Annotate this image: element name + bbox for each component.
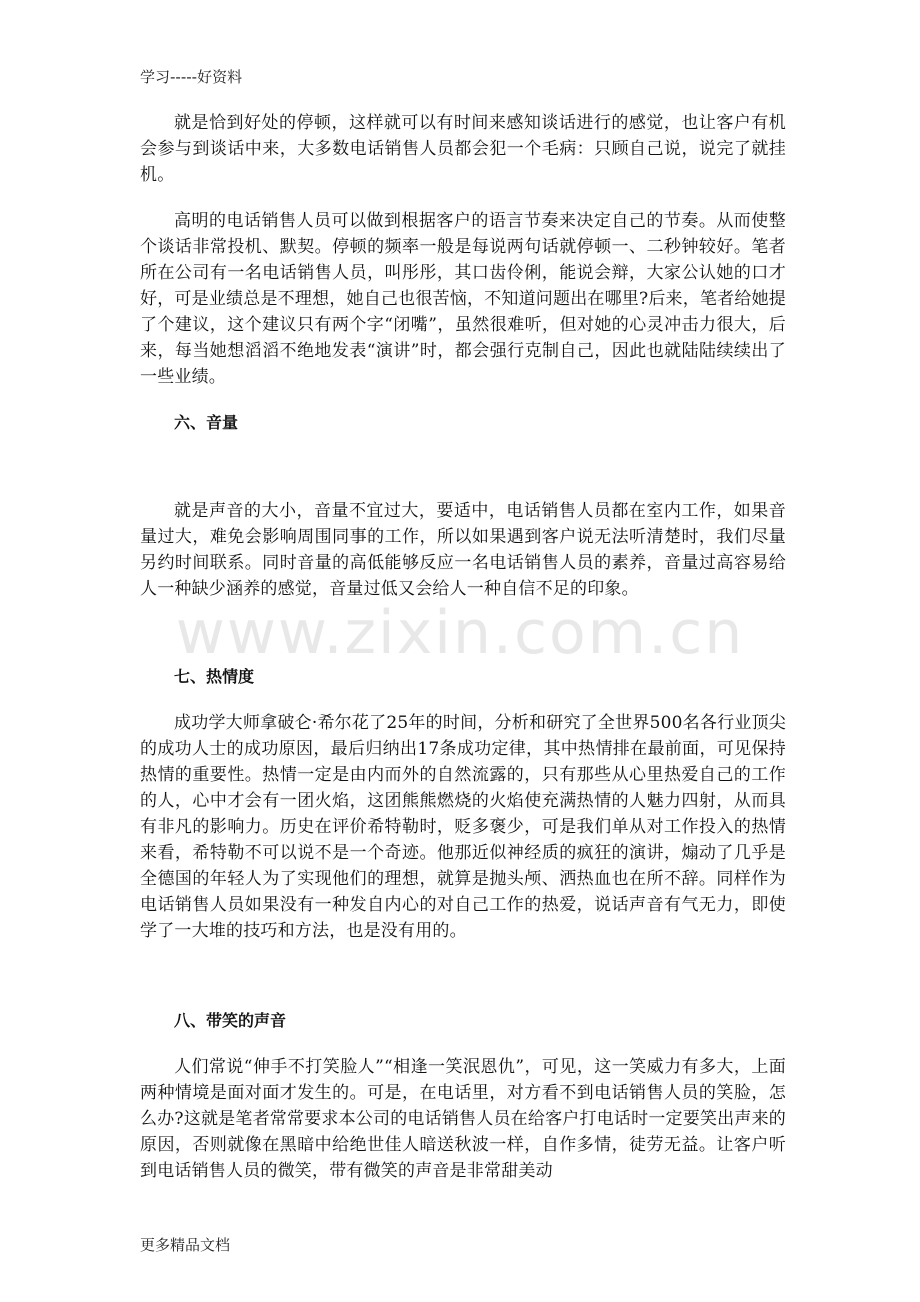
paragraph: 就是声音的大小，音量不宜过大，要适中，电话销售人员都在室内工作，如果音量过大，难免会影响周围同事的工作，所以如果遇到客户说无法听清楚时，我们尽量另约时间联系。同时音量的高低能够反应一名电话销售人员的素养，音量过高容易给人一种缺少涵养的感觉，音量过低又会给人一种自信不足的印象。 (140, 501, 786, 599)
document-body (140, 110, 786, 1184)
paragraph: 就是恰到好处的停顿，这样就可以有时间来感知谈话进行的感觉，也让客户有机会参与到谈话中来，大多数电话销售人员都会犯一个毛病：只顾自己说，说完了就挂机。 (140, 113, 786, 185)
page-header: 学习-----好资料 (140, 68, 243, 86)
section-heading: 七、热情度 (174, 667, 255, 686)
watermark-text: www.zixin.com.cn (175, 598, 745, 668)
paragraph: 成功学大师拿破仑·希尔花了25年的时间，分析和研究了全世界500名各行业顶尖的成功人士的成功原因，最后归纳出17条成功定律，其中热情排在最前面，可见保持热情的重要性。热情一定是由内而外的自然流露的，只有那些从心里热爱自己的工作的人，心中才会有一团火焰，这团熊熊燃烧的火焰使充满热情的人魅力四射，从而具有非凡的影响力。历史在评价希特勒时，贬多褒少，可是我们单从对工作投入的热情来看，希特勒不可以说不是一个奇迹。他那近似神经质的疯狂的演讲，煽动了几乎是全德国的年轻人为了实现他们的理想，就算是抛头颅、洒热血也在所不辞。同样作为电话销售人员如果没有一种发自内心的对自己工作的热爱，说话声音有气无力，即使学了一大堆的技巧和方法，也是没有用的。 (140, 713, 786, 941)
paragraph: 高明的电话销售人员可以做到根据客户的语言节奏来决定自己的节奏。从而使整个谈话非常投机、默契。停顿的频率一般是每说两句话就停顿一、二秒钟较好。笔者所在公司有一名电话销售人员，叫彤彤，其口齿伶俐，能说会辩，大家公认她的口才好，可是业绩总是不理想，她自己也很苦恼，不知道问题出在哪里?后来，笔者给她提了个建议，这个建议只有两个字“闭嘴”，虽然很难听，但对她的心灵冲击力很大，后来，每当她想滔滔不绝地发表“演讲”时，都会强行克制自己，因此也就陆陆续续出了一些业绩。 (140, 211, 786, 387)
page-footer: 更多精品文档 (140, 1236, 231, 1254)
paragraph: 人们常说“伸手不打笑脸人”“相逢一笑泯恩仇”，可见，这一笑威力有多大，上面两种情境是面对面才发生的。可是，在电话里，对方看不到电话销售人员的笑脸，怎么办?这就是笔者常常要求本公司的电话销售人员在给客户打电话时一定要笑出声来的原因，否则就像在黑暗中给绝世佳人暗送秋波一样，自作多情，徒劳无益。让客户听到电话销售人员的微笑，带有微笑的声音是非常甜美动 (140, 1057, 786, 1181)
section-heading: 八、带笑的声音 (174, 1011, 287, 1030)
section-heading: 六、音量 (174, 413, 239, 432)
